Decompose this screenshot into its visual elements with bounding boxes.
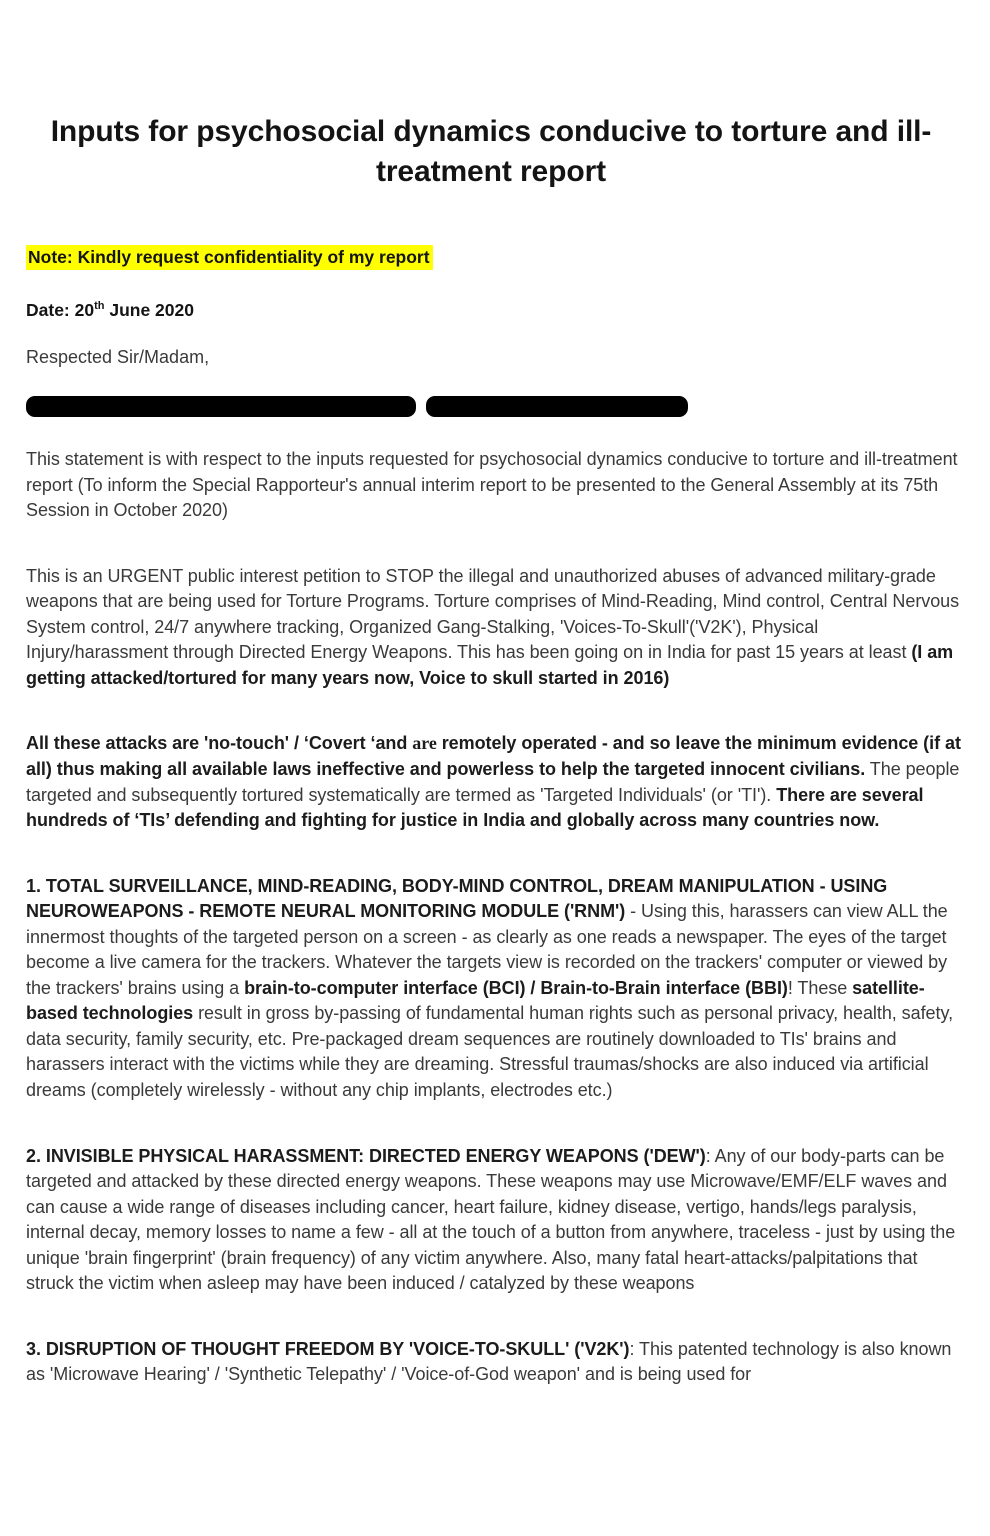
date-prefix: Date: 20 bbox=[26, 300, 95, 321]
section-2-body: : Any of our body-parts can be targeted and attacked by these directed energy weapons. These weapons may use Microwave/EMF/ELF waves and can cause a wide range of diseases including cancer, heart failure, kidney disease, vertigo, hands/legs paralysis, internal decay, memory losses to name a few - all at the touch of a button from anywhere, traceless - just by using the unique 'brain fingerprint' (brain frequency) of any victim anywhere. Also, many fatal heart-attacks/palpitations that struck the victim when asleep may have been induced / catalyzed by these weapons bbox=[26, 1145, 956, 1294]
confidentiality-note bbox=[26, 244, 962, 270]
no-touch-bold-lead: All these attacks are 'no-touch' / ‘Covert ‘and bbox=[26, 733, 413, 754]
section-1-bold-bci: brain-to-computer interface (BCI) / Brain-to-Brain interface (BBI) bbox=[244, 977, 788, 998]
redaction-bar-1 bbox=[26, 396, 416, 417]
section-1-body-2: ! These bbox=[787, 977, 853, 998]
salutation: Respected Sir/Madam, bbox=[26, 347, 210, 368]
redaction-bar-2 bbox=[426, 396, 688, 417]
date-suffix: June 2020 bbox=[104, 300, 194, 321]
section-2 bbox=[26, 1144, 962, 1297]
date-ordinal: th bbox=[94, 300, 105, 313]
section-1-body-3: result in gross by-passing of fundamental human rights such as personal privacy, health, safety, data security, family security, etc. Pre-packaged dream sequences are routinely downloaded to TIs' brains and harassers interact with the victims while they are dreaming. Stressful traumas/shocks are also induced via artificial dreams (completely wirelessly - without any chip implants, electrodes etc.) bbox=[26, 1003, 954, 1100]
no-touch-bold-rest: remotely operated - and so leave the minimum evidence (if at all) thus making all available laws ineffective and powerless to help the targeted innocent civilians. bbox=[26, 733, 961, 779]
no-touch-bold-closing: There are several hundreds of ‘TIs’ defending and fighting for justice in India and globally across many countries now. bbox=[26, 784, 924, 831]
paragraph-urgent-text: This is an URGENT public interest petition to STOP the illegal and unauthorized abuses of advanced military-grade weapons that are being used for Torture Programs. Torture comprises of Mind-Reading, Mind control, Central Nervous System control, 24/7 anywhere tracking, Organized Gang-Stalking, 'Voices-To-Skull'('V2K'), Physical Injury/harassment through Directed Energy Weapons. This has been going on in India for past 15 years at least bbox=[26, 565, 960, 663]
redaction-bars bbox=[26, 396, 962, 417]
section-3 bbox=[26, 1337, 962, 1388]
paragraph-intro: This statement is with respect to the inputs requested for psychosocial dynamics conducive to torture and ill-treatment report (To inform the Special Rapporteur's annual interim report to be presented to the General Assembly at its 75th Session in October 2020) bbox=[26, 449, 958, 521]
section-3-heading: 3. DISRUPTION OF THOUGHT FREEDOM BY 'VOICE-TO-SKULL' ('V2K') bbox=[26, 1338, 630, 1359]
section-1-body-1: - Using this, harassers can view ALL the innermost thoughts of the targeted person on a screen - as clearly as one reads a newspaper. The eyes of the target become a live camera for the trackers. Whatever the targets view is recorded on the trackers' computer or viewed by the trackers' brains using a bbox=[26, 901, 948, 998]
section-3-body: : This patented technology is also known as 'Microwave Hearing' / 'Synthetic Telepathy' / 'Voice-of-God weapon' and is being used for bbox=[26, 1338, 952, 1385]
section-1 bbox=[26, 874, 962, 1104]
paragraph-urgent-emphasis: (I am getting attacked/tortured for many years now, Voice to skull started in 2016) bbox=[26, 642, 954, 688]
no-touch-emphasis-are: are bbox=[412, 733, 437, 754]
paragraph-urgent bbox=[26, 564, 962, 692]
page-title: Inputs for psychosocial dynamics conducive to torture and ill-treatment report bbox=[50, 115, 932, 188]
confidentiality-note-text: Note: Kindly request confidentiality of my report bbox=[26, 245, 433, 270]
section-2-heading: 2. INVISIBLE PHYSICAL HARASSMENT: DIRECTED ENERGY WEAPONS ('DEW') bbox=[26, 1145, 706, 1166]
date-line bbox=[26, 300, 962, 321]
no-touch-regular: The people targeted and subsequently tortured systematically are termed as 'Targeted Individuals' (or 'TI'). bbox=[26, 758, 960, 805]
paragraph-no-touch bbox=[26, 731, 962, 833]
section-1-heading: 1. TOTAL SURVEILLANCE, MIND-READING, BODY-MIND CONTROL, DREAM MANIPULATION - USING NEUROWEAPONS - REMOTE NEURAL MONITORING MODULE ('RNM') bbox=[26, 875, 888, 922]
section-1-bold-satellite: satellite-based technologies bbox=[26, 977, 925, 1024]
